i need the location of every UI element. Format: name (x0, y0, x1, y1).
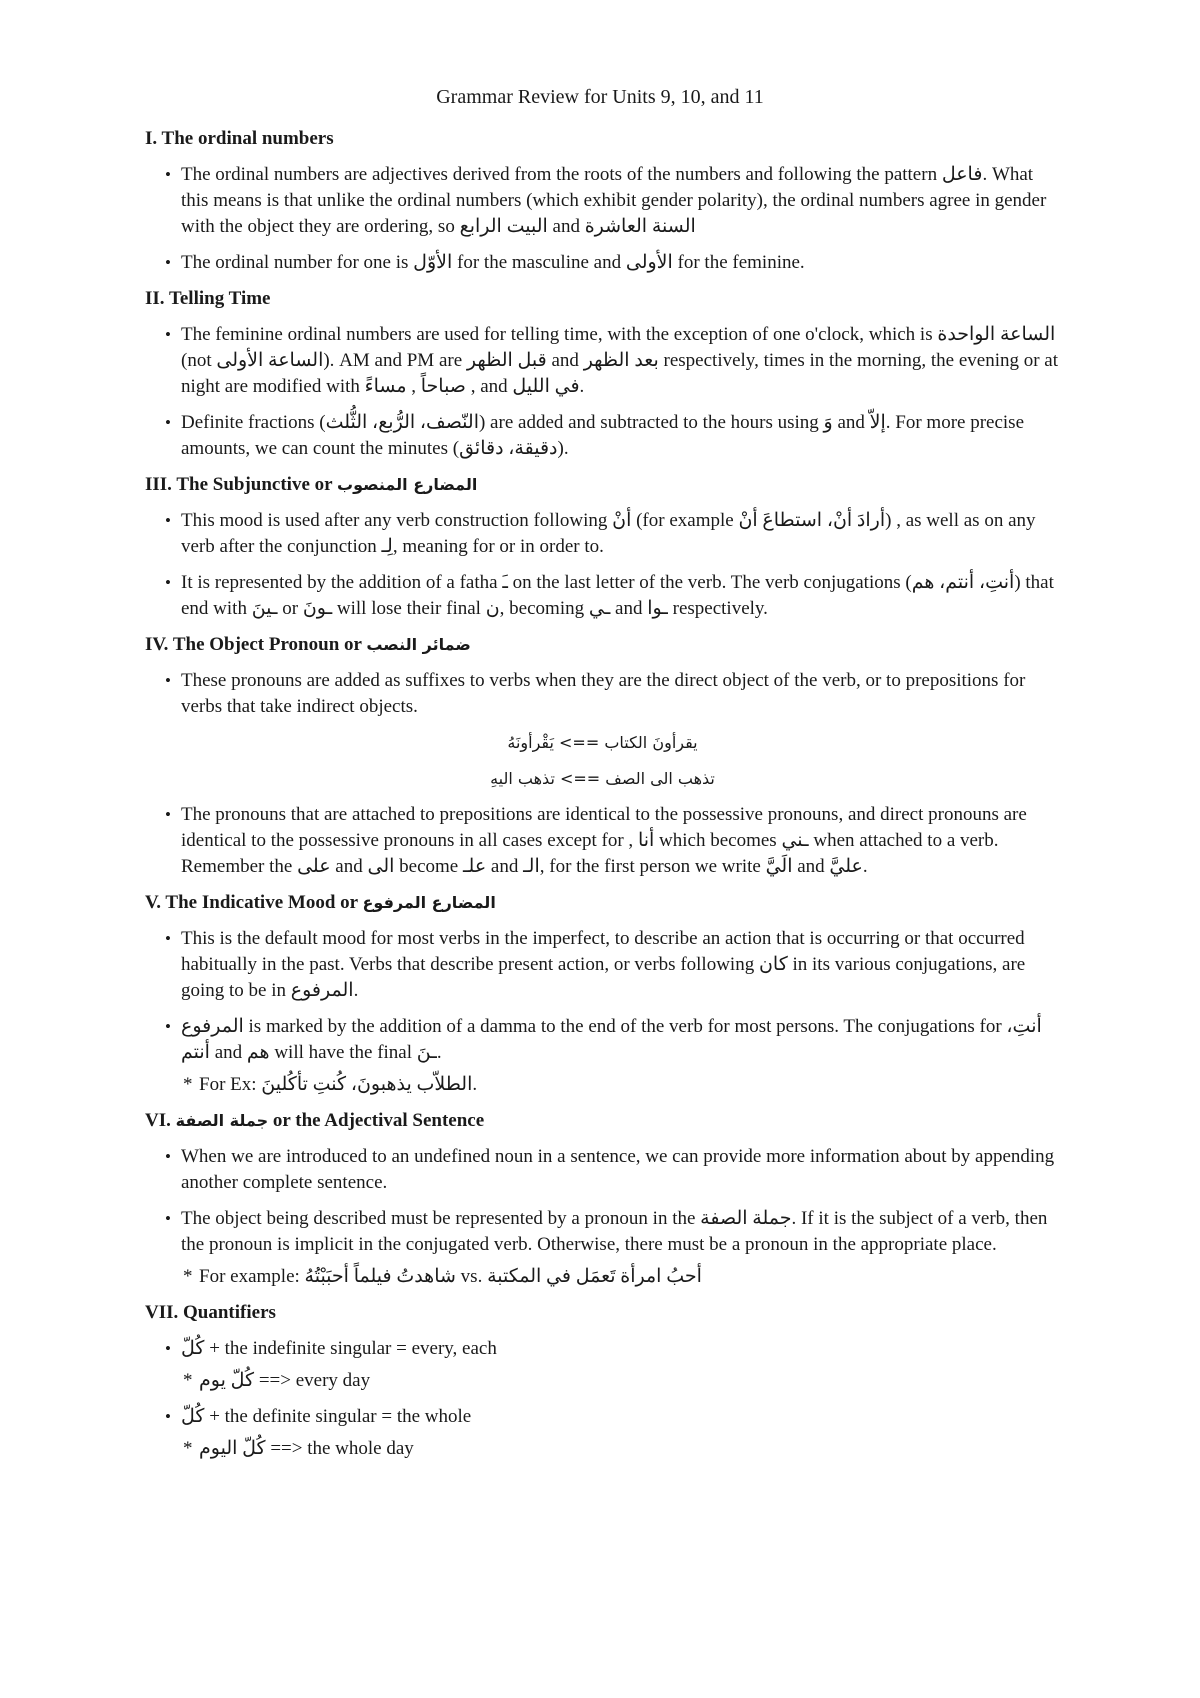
document-title: Grammar Review for Units 9, 10, and 11 (436, 86, 764, 108)
section-heading-english: IV. The Object Pronoun or (145, 634, 362, 655)
section-heading-prefix: VI. (145, 1110, 171, 1131)
bullet-item: • It is represented by the addition of a fatha ـَ on the last letter of the verb. The verb conjugations (أنتِ، أنتم، هم) that end with ـينَ or ـونَ will lose their final ن, becoming ـي and ـوا respectively. (145, 570, 1060, 622)
example-text: For example: شاهدتُ فيلماً أحبَبْتُهُ vs. أحبُ امرأة تَعمَل في المكتبة (199, 1266, 702, 1287)
bullet-list (145, 1336, 1060, 1362)
example-line (145, 1264, 1060, 1290)
section-heading (145, 632, 1060, 658)
section-heading-english: V. The Indicative Mood or (145, 892, 358, 913)
asterisk-marker: * (183, 1370, 193, 1391)
bullet-item: • The object being described must be represented by a pronoun in the جملة الصفة. If it is the subject of a verb, then the pronoun is implicit in the conjugated verb. Otherwise, there must be a pronoun in the appropriate place. (145, 1206, 1060, 1258)
example-line (145, 1368, 1060, 1394)
section-subjunctive (145, 472, 1060, 622)
example-text: For Ex: الطلاّب يذهبونَ، كُنتِ تأكُلينَ. (199, 1074, 478, 1095)
document-content (145, 122, 1060, 1472)
asterisk-marker: * (183, 1074, 193, 1095)
example-line (145, 1072, 1060, 1098)
section-heading-english: or the Adjectival Sentence (272, 1110, 485, 1131)
section-heading (145, 1108, 1060, 1134)
asterisk-marker: * (183, 1266, 193, 1287)
section-ordinal-numbers (145, 126, 1060, 276)
example-text: كُلّ اليوم ==> the whole day (199, 1438, 414, 1459)
bullet-list (145, 668, 1060, 720)
section-heading (145, 472, 1060, 498)
section-indicative-mood (145, 890, 1060, 1098)
bullet-item: • كُلّ + the definite singular = the whole (145, 1404, 1060, 1430)
example-line (145, 730, 1060, 756)
example-text: كُلّ يوم ==> every day (199, 1370, 371, 1391)
example-arabic: يقرأونَ الكتاب ==> يَقْرأونَهُ (507, 733, 698, 752)
bullet-item: • This is the default mood for most verbs in the imperfect, to describe an action that is occurring or that occurred habitually in the past. Verbs that describe present action, or verbs following كان in its various conjugations, are going to be in المرفوع. (145, 926, 1060, 1004)
bullet-item: • The feminine ordinal numbers are used for telling time, with the exception of one o'clock, which is الساعة الواحدة (not الساعة الأولى). AM and PM are قبل الظهر and بعد الظهر respectively, times in the morning, the evening or at night are modified with صباحاً , مساءً , and في الليل. (145, 322, 1060, 400)
bullet-item: • المرفوع is marked by the addition of a damma to the end of the verb for most persons. The conjugations for أنتِ، أنتم and هم will have the final ـنَ. (145, 1014, 1060, 1066)
section-heading-english: III. The Subjunctive or (145, 474, 333, 495)
section-quantifiers (145, 1300, 1060, 1462)
bullet-item: • The ordinal numbers are adjectives derived from the roots of the numbers and following the pattern فاعل. What this means is that unlike the ordinal numbers (which exhibit gender polarity), the ordinal numbers agree in gender with the object they are ordering, so البيت الرابع and السنة العاشرة (145, 162, 1060, 240)
section-adjectival-sentence (145, 1108, 1060, 1290)
example-arabic: تذهب الى الصف ==> تذهب اليهِ (490, 769, 715, 788)
asterisk-marker: * (183, 1438, 193, 1459)
bullet-item: • When we are introduced to an undefined noun in a sentence, we can provide more information about by appending another complete sentence. (145, 1144, 1060, 1196)
section-heading-arabic: المضارع المنصوب (337, 475, 478, 494)
bullet-list (145, 1404, 1060, 1430)
bullet-list (145, 802, 1060, 880)
section-heading-arabic: المضارع المرفوع (362, 893, 496, 912)
section-heading: I. The ordinal numbers (145, 128, 334, 149)
section-telling-time (145, 286, 1060, 462)
bullet-item: • The pronouns that are attached to prepositions are identical to the possessive pronouns, and direct pronouns are identical to the possessive pronouns in all cases except for , أنا which becomes ـني when attached to a verb. Remember the على and الى become علـ and الـ, for the first person we write الَيَّ and عليَّ. (145, 802, 1060, 880)
bullet-item: • These pronouns are added as suffixes to verbs when they are the direct object of the verb, or to prepositions for verbs that take indirect objects. (145, 668, 1060, 720)
section-heading-arabic: جملة الصفة (175, 1111, 269, 1130)
bullet-list (145, 926, 1060, 1066)
bullet-list (145, 1144, 1060, 1258)
example-line (145, 766, 1060, 792)
bullet-list (145, 162, 1060, 276)
example-line (145, 1436, 1060, 1462)
bullet-list (145, 322, 1060, 462)
bullet-item: • Definite fractions (النّصف، الرُّبع، الثُّلث) are added and subtracted to the hours using وَ and إلاّ. For more precise amounts, we can count the minutes (دقيقة، دقائق). (145, 410, 1060, 462)
bullet-item: • The ordinal number for one is الأوّل for the masculine and الأولى for the feminine. (145, 250, 1060, 276)
bullet-item: • This mood is used after any verb construction following أنْ (for example أرادَ أنْ، استطاعَ أنْ) , as well as on any verb after the conjunction لِـ, meaning for or in order to. (145, 508, 1060, 560)
section-heading (145, 890, 1060, 916)
bullet-list (145, 508, 1060, 622)
bullet-item: • كُلّ + the indefinite singular = every, each (145, 1336, 1060, 1362)
section-heading: II. Telling Time (145, 288, 271, 309)
section-heading-arabic: ضمائر النصب (366, 635, 471, 654)
section-heading: VII. Quantifiers (145, 1302, 276, 1323)
section-object-pronoun (145, 632, 1060, 880)
